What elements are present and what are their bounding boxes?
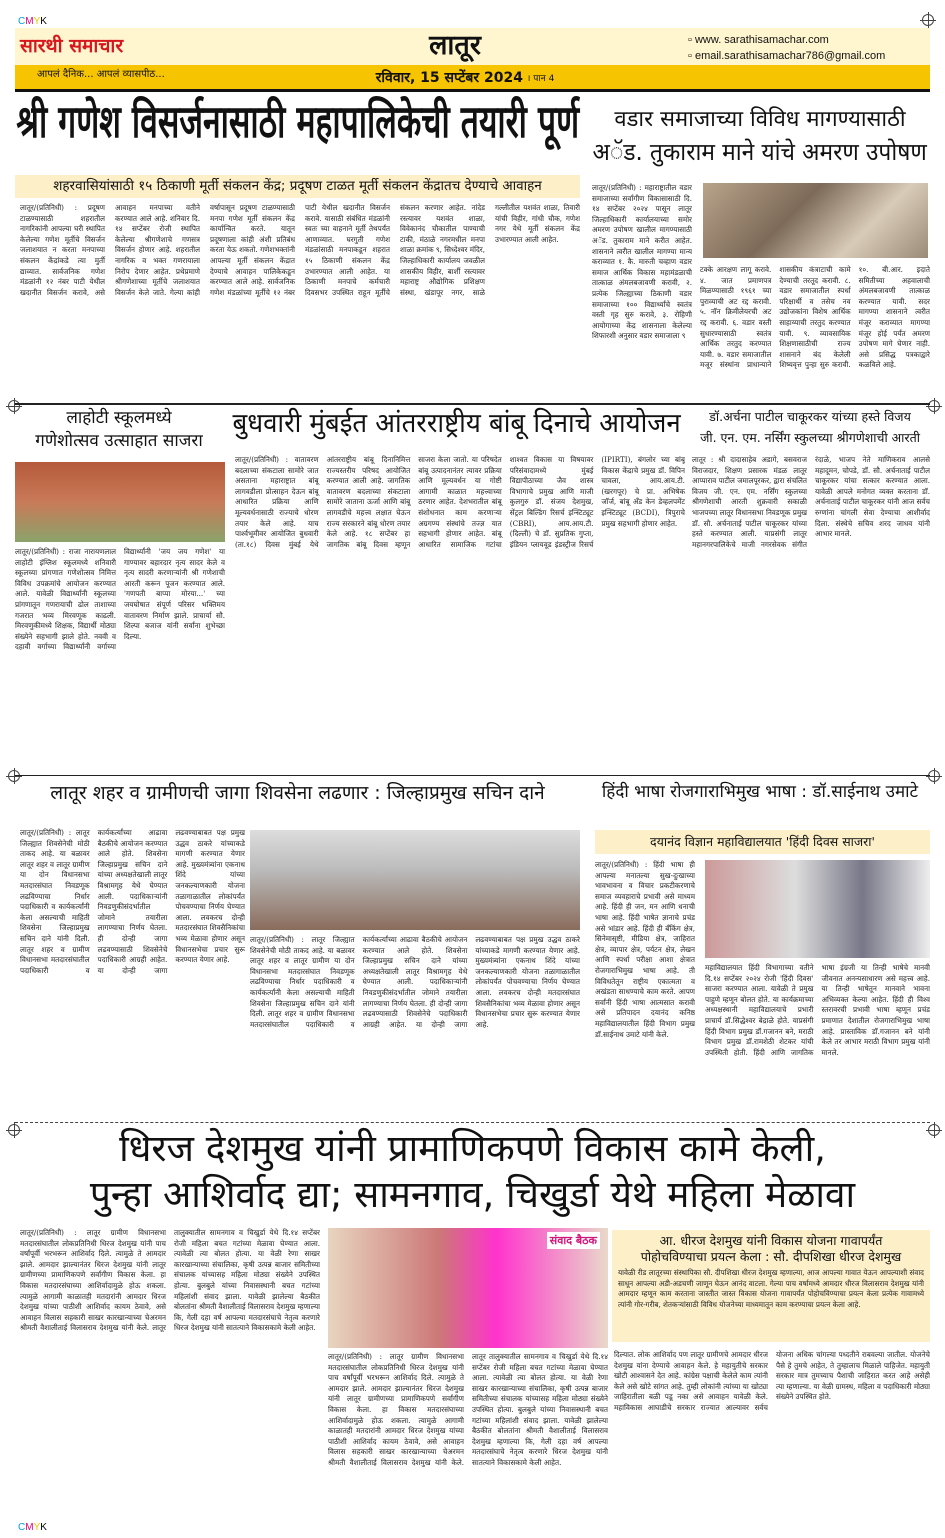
headline-bamboo: बुधवारी मुंबईत आंतरराष्ट्रीय बांबू दिनाचे आयोजन — [232, 408, 682, 439]
headline-dhiraj-1: धिरज देशमुख यांनी प्रामाणिकपणे विकास कामे केली, — [119, 1127, 826, 1170]
photo-shivsena-meeting — [250, 830, 580, 930]
article-body-dhiraj: लातूर/(प्रतिनिधी) : लातूर ग्रामीण विधानसभा मतदारसंघातील लोकप्रतिनिधी धिरज देशमुख यांनी पाच वर्षांपूर्वी भरभरून आशिर्वाद दिले. त्यामुळे ते आमदार झाले. आमदार झाल्यानंतर धिरज देशमुख यांनी लातूर ग्रामीणच्या प्रामाणिकपणे सर्वांगीण विकास केला. हा विकास मतदारसंघाच्या आशिर्वादामुळे होऊ शकला. त्यामुळे आगामी काळातही मतदारांनी आमदार धिरज देशमुख यांच्या पाठीशी आशिर्वाद कायम ठेवावे, असे आवाहन विलास सहकारी साखर कारखान्याच्या चेअरमन श्रीमती वैशालीताई विलासराव देशमुख यांनी केले. लातूर तालुक्यातील सामनगाव व चिखुर्डा येथे दि.१४ सप्टेंबर रोजी महिला बचत गटांच्या मेळावा घेण्यात आला. त्यावेळी त्या बोलत होत्या. या वेळी रेणा साखर कारखान्याच्या संचालिका, कृषी उत्पन्न बाजार समितीच्या संचालक यांच्यासह महिला मोठ्या संख्येने उपस्थित होत्या. बुलबुले यांच्या निवासस्थानी बचत गटांच्या महिलांशी संवाद झाला. यावेळी झालेल्या बैठकीत बोलतांना श्रीमती वैशालीताई विलासराव देशमुख म्हणाल्या कि, गेली दहा वर्ष आपल्या मतदारसंघाचे नेतृत्व करणारे धिरज देशमुख यांनी सातत्याने विकासकामे केली आहेत. — [20, 1228, 320, 1333]
masthead — [15, 28, 930, 66]
headline-lahoti-1: लाहोटी स्कूलमध्ये — [66, 408, 172, 428]
divider — [15, 403, 930, 405]
divider — [15, 775, 930, 776]
photo-women-meet — [328, 1228, 608, 1348]
page-number: । पान 4 — [527, 73, 555, 84]
registration-mark-icon — [922, 14, 934, 26]
article-body-ganesh: लातूर/(प्रतिनिधी) : प्रदूषण टाळण्यासाठी शहरातील नागरिकांनी आपल्या घरी स्थापित केलेल्या गणेश मूर्तीचे विसर्जन जलाशयात न करता मनपाच्या संकलन केंद्रांकडे त्या मुर्ती द्याव्यात. सार्वजनिक गणेश मंडळांनी १२ नंबर पाटी येथील खदानीत विसर्जन करावे, असे आवाहन मनपाच्या वतीने करण्यात आले आहे. शनिवार दि. १४ सप्टेंबर रोजी स्थापित केलेल्या श्रीगणेशाचे गणसत्र विसर्जन होणार आहे. शहरातील नागरिक व भक्त गणरायाला निरोप देणार आहेत. प्रथेप्रमाणे श्रीगणेशाच्या मूर्तीचे जलाशयात विसर्जन केले जाते. गेल्या कांही वर्षापासून प्रदूषण टाळण्यासाठी मनपा गणेश मूर्ती संकलन केंद्र कार्यान्वित करते. यातून प्रदूषणाला कांही अंशी प्रतिबंध करता येऊ शकतो. गणेशभक्तांनी आपल्या मूर्ती संकलन केंद्रात देण्याचे आवाहन पालिकेकडून करण्यात आले आहे. सार्वजनिक गणेश मंडळांच्या मूर्तीचे १२ नंबर पाटी येथील खदानीत विसर्जन करावे. यासाठी संबंधित मंडळांनी स्वतः च्या वाहनाने मूर्ती तेथपर्यंत आणाव्यात. घरगुती गणेश मंडळांसाठी मनपाकडून शहरात १५ ठिकाणी संकलन केंद्र उभारण्यात आली आहेत. या ठिकाणी मनपाचे कर्मचारी दिवसभर उपस्थित राहून मूर्तीचे संकलन करणार आहेत. नांदेड रस्त्यावर यशवंत शाळा, विवेकानंद चौकातील पाण्याची टाकी, मंठाळे नगरमधील मनपा शाळा क्रमांक ९, सिध्देश्वर मंदिर, जिल्हाधिकारी कार्यालय जवळील शासकीय विहीर, बार्शी रस्त्यावर महाराष्ट्र औद्योगिक प्रशिक्षण संस्था, खंडापूर नगर, साळे गल्लीतील यशवंत शाळा, तिवारी यांची विहीर, गांधी चौक, गणेश नगर येथे मूर्ती संकलन केंद्र उभारण्यात आली आहेत. — [20, 203, 580, 297]
issue-date: रविवार, 15 सप्टेंबर 2024 — [375, 69, 523, 86]
divider — [15, 1122, 930, 1123]
article-body-archana: लातूर : श्री दादासाहेब अडागे, बसवराज विराजदार, शिक्षण प्रसारक मंडळ लातूर आप्पाराव पाटील जमालपूरकर, द्वारा संचलित विजय जी. एन. एम. नर्सिंग स्कुलच्या श्रीगणेशाची आरती शुक्रवारी सकाळी भाजपच्या लातूर विधानसभा निवडणूक प्रमुख डॉ. सौ. अर्चनाताई पाटील चाकूरकर यांच्या हस्ते करण्यात आली. याप्रसंगी लातूर महानगरपालिकेचे माजी नगरसेवक संगीत रंदाळे, भाजप नेते माणिकराव आलसे महादूमन, चोपडे, डॉ. सौ. अर्चनाताई पाटील चाकूरकर यांचा सत्कार करण्यात आला. यावेळी आपले मनोगत व्यक्त करताना डॉ. अर्चनाताई पाटील चाकूरकर यांनी आज सर्वच रुग्णांना चांगली सेवा देण्याचा आशीर्वाद दिला. संस्थेचे सचिव शरद जाधव यांनी आभार मानले. — [692, 455, 930, 549]
cmyk-mark-bottom: CMYK — [18, 1522, 47, 1533]
subhead-ganesh: शहरवासियांसाठी १५ ठिकाणी मूर्ती संकलन केंद्र; प्रदूषण टाळत मूर्ती संकलन केंद्रातच देण्याचे आवाहन — [15, 175, 580, 198]
article-body-deepshikha: दिल्यात. लोक आशिर्वाद पण लातूर ग्रामीणचे आमदार धीरज देशमुख यांना देण्याचे आवाहन केले. हे महायुतीचे सरकार खोटी आश्वासने देत आहे. कांग्रेस पक्षाची केलेले काम त्यांनी केले असे खोटे सांगत आहे. तुम्ही लोकांनी त्यांच्या या खोट्या जाहिरातीला बळी पडू नका असे आवाहन यावेळी केले. महाविकास आघाडीचे सरकार राज्यात आल्यावर सर्वच योजना अधिक चांगल्या पध्दतीने राबवल्या जातील. योजनेचे पैसे हे तुमचे आहेत, ते तुम्हालाच मिळाले पाहिजेत. महायुती सरकार मात्र तुमच्याच पैशाची जाहिरात करत आहे असेही त्या म्हणाल्या. या वेळी ग्रामस्थ, महिला व पदाधिकारी मोठ्या संख्येने उपस्थित होते. — [614, 1350, 930, 1412]
headline-lahoti-2: गणेशोत्सव उत्साहात साजरा — [35, 431, 203, 451]
photo-banner-text: संवाद बैठक — [547, 1232, 600, 1249]
deepshikha-box — [612, 1230, 930, 1342]
headline-hindi: हिंदी भाषा रोजगाराभिमुख भाषा : डॉ.साईनाथ उमाटे — [601, 782, 919, 802]
tagline: आपलं दैनिक... आपलं व्यासपीठ... — [37, 69, 165, 80]
article-body-lahoti: लातूर/(प्रतिनिधी) : राजा नारायणलाल लाहोटी इंग्लिश स्कूलमध्ये शनिवारी स्कूलच्या प्रांगणात गणेशोत्सव निमित्त विविध उपक्रमांचे आयोजन करण्यात आले. यावेळी विद्यार्थ्यांनी स्कूलच्या प्रांगणातून गणरायाची ढोल ताशाच्या गजरात भव्य मिरवणूक काढली. मिरवणुकीमध्ये शिक्षक, विद्यार्थी मोठ्या संख्येने सहभागी झाले होते. नववी व दहावी वर्गाच्या विद्यार्थ्यांनी वर्गाच्या विद्यार्थ्यांनी 'जय जय गणेश' या गाण्यावर बहारदार नृत्य सादर केले व नृत्य सादरी करणाऱ्यांनी श्री गणेशाची आरती करून पूजन करण्यात आले. 'गणपती बाप्पा मोरया...' च्या जयघोषात संपूर्ण परिसर भक्तिमय वातावरण निर्माण झाले. प्राचार्या सौ. शिल्पा बजाज यांनी सर्वांना शुभेच्छा दिल्या. — [15, 547, 225, 652]
date-strip — [15, 65, 930, 89]
article-body-bamboo: लातूर/(प्रतिनिधी) : वातावरण बदलाच्या संकटाला सामोरे जात असताना महाराष्ट्रात बांबू लागवडीला प्रोत्साहन देऊन बांबू आधारित प्रक्रिया आणि मूल्यवर्धनासाठी राज्याचे धोरण तयार केले आहे. याच पार्श्वभूमीवर आयोजित बुधवारी (ता.१८) दिवस मुंबई येथे आंतरराष्ट्रीय बांबू दिनानिमित्त राज्यस्तरीय परिषद आयोजित करण्यात आली आहे. जागतिक वातावरण बदलाच्या संकटाला सामोरे जाताना ऊर्जा आणि बांबू लागवडीचे महत्त्व लक्षात घेऊन राज्य सरकारने बांबू धोरण तयार केले आहे. १८ सप्टेंबर हा जागतिक बांबू दिवस म्हणून साजरा केला जातो. या परिषदेत बांबू उत्पादनानंतर त्यावर प्रक्रिया आणि मूल्यवर्धन या गोष्टी आगामी काळात महत्त्वाच्या ठरणार आहेत. देशभरातील बांबू संशोधनात काम करणाऱ्या अग्रगण्य संस्थांचे तज्ज्ञ यात सहभागी होणार आहेत. बांबू आधारित सामाजिक गटांचा शाश्वत विकास या विषयावर परिसंवादामध्ये मुंबई विद्यापीठाच्या जैव शास्त्र विभागाचे प्रमुख आणि माजी कुलगुरु डॉ. संजय देशमुख, सेंट्रल बिल्डिंग रिसर्च इन्स्टिट्यूट (CBRI), आय.आय.टी. (दिल्ली) चे डॉ. सुप्रतिक गुप्ता, इंडियन प्लायवूड इंडस्ट्रीज रिसर्च (IPIRTI), बंगलोर च्या बांबू विकास केंद्राचे प्रमुख डॉ. विपिन चावला, आय.आय.टी. (खरगपूर) चे प्रा. अभिषेक जॉर्ज, बांबू अँड केन डेव्हलपमेंट इन्स्टिट्यूट (BCDI), त्रिपुराचे प्रमुख सहभागी होणार आहेत. — [235, 455, 685, 549]
cmyk-mark-top: CMYK — [18, 16, 47, 27]
article-body-dhiraj-cont: लातूर/(प्रतिनिधी) : लातूर ग्रामीण विधानसभा मतदारसंघातील लोकप्रतिनिधी धिरज देशमुख यांनी पाच वर्षांपूर्वी भरभरून आशिर्वाद दिले. त्यामुळे ते आमदार झाले. आमदार झाल्यानंतर धिरज देशमुख यांनी लातूर ग्रामीणच्या प्रामाणिकपणे सर्वांगीण विकास केला. हा विकास मतदारसंघाच्या आशिर्वादामुळे होऊ शकला. त्यामुळे आगामी काळातही मतदारांनी आमदार धिरज देशमुख यांच्या पाठीशी आशिर्वाद कायम ठेवावे, असे आवाहन विलास सहकारी साखर कारखान्याच्या चेअरमन श्रीमती वैशालीताई विलासराव देशमुख यांनी केले. लातूर तालुक्यातील सामनगाव व चिखुर्डा येथे दि.१४ सप्टेंबर रोजी महिला बचत गटांच्या मेळावा घेण्यात आला. त्यावेळी त्या बोलत होत्या. या वेळी रेणा साखर कारखान्याच्या संचालिका, कृषी उत्पन्न बाजार समितीच्या संचालक यांच्यासह महिला मोठ्या संख्येने उपस्थित होत्या. बुलबुले यांच्या निवासस्थानी बचत गटांच्या महिलांशी संवाद झाला. यावेळी झालेल्या बैठकीत बोलतांना श्रीमती वैशालीताई विलासराव देशमुख म्हणाल्या कि, गेली दहा वर्ष आपल्या मतदारसंघाचे नेतृत्व करणारे धिरज देशमुख यांनी सातत्याने विकासकामे केली आहेत. — [328, 1352, 608, 1467]
photo-hindi-day — [705, 860, 930, 958]
registration-mark-icon — [8, 770, 20, 782]
article-body-shivsena: लातूर/(प्रतिनिधी) : लातूर जिल्ह्यात शिवसेनेची मोठी ताकद आहे. या बळावर लातूर शहर व लातूर ग्रामीण या दोन विधानसभा मतदारसंघात निवडणूक लढविण्याचा निर्धार पदाधिकारी व कार्यकर्त्यांनी केला असल्याची माहिती शिवसेना जिल्हाप्रमुख सचिन दाने यांनी दिली. लातूर शहर व ग्रामीण विधानसभा मतदारसंघातील पदाधिकारी व कार्यकर्त्यांच्या आढावा बैठकीचे आयोजन करण्यात आले होते. शिवसेना जिल्हाप्रमुख सचिन दाने यांच्या अध्यक्षतेखाली लातूर विश्रामगृह येथे घेण्यात आली. पदाधिकाऱ्यांनी निवडणुकीसंदर्भातील जोमाने तयारीला लागण्याचा निर्णय घेतला. ही दोन्ही जागा लढवण्यासाठी शिवसेनेचे पदाधिकारी आग्रही आहेत. या दोन्ही जागा लढवण्याबाबत पक्ष प्रमुख उद्धव ठाकरे यांच्याकडे मागणी करण्यात येणार आहे. मुख्यमंत्र्यांना एकनाथ शिंदे यांच्या जनकल्याणकारी योजना तळागाळातील लोकांपर्यंत पोचवण्याचा निर्णय घेण्यात आला. लवकरच दोन्ही मतदारसंघात शिवसैनिकांचा भव्य मेळावा होणार असून विधानसभेचा प्रचार सुरू करण्यात येणार आहे. — [20, 828, 245, 975]
article-body-hindi-left: लातूर/(प्रतिनिधी) : हिंदी भाषा ही आपल्या मनातल्या सुख-दुःखाच्या भावभावना व विचार प्रकटीकरणाचे समाज व्यवहाराचे प्रभावी असे माध्यम आहे. हिंदी ही जन, मन आणि धनाची भाषा आहे. हिंदी भाषेत ज्ञानाचे प्रचंड असे भांडार आहे. हिंदी ही बँकिंग क्षेत्र, सिनेमासृष्टी, मीडिया क्षेत्र, जाहिरात क्षेत्र, व्यापार क्षेत्र, पर्यटन क्षेत्र, लेखन आणि स्पर्धा परीक्षा आशा क्षेत्रात रोजगाराभिमुख भाषा आहे. ती विविधतेतून राष्ट्रीय एकात्मता व अखंडता साधण्याचे काम करते. आपण सर्वांनी हिंदी भाषा आत्मसात करावी असे प्रतिपादन दयानंद कनिष्ठ महाविद्यालयातील हिंदी विभाग प्रमुख डॉ.साईनाथ उमाटे यांनी केले. — [595, 860, 695, 1039]
email-link[interactable]: ▫ email.sarathisamachar786@gmail.com — [688, 50, 886, 62]
photo-vadar-hunger-strike — [703, 183, 928, 258]
headline-dhiraj-2: पुन्हा आशिर्वाद द्या; सामनगाव, चिखुर्डा येथे महिला मेळावा — [89, 1173, 856, 1216]
headline-archana-1: डॉ.अर्चना पाटील चाकूरकर यांच्या हस्ते विजय — [709, 409, 911, 424]
edition-name: लातूर — [429, 30, 481, 61]
registration-mark-icon — [928, 400, 940, 412]
subhead-hindi: दयानंद विज्ञान महाविद्यालयात 'हिंदी दिवस साजरा' — [595, 830, 930, 854]
headline-vadar-2: अॅड. तुकाराम माने यांचे अमरण उपोषण — [592, 138, 928, 166]
dateline — [315, 65, 615, 89]
headline-shivsena: लातूर शहर व ग्रामीणची जागा शिवसेना लढणार : जिल्हाप्रमुख सचिन दाने — [50, 782, 545, 804]
article-body-vadar-left: लातूर/(प्रतिनिधी) : महाराष्ट्रातील वडार समाजाच्या सर्वांगीण विकासासाठी दि. १४ सप्टेंबर २०२४ पासून लातूर जिल्हाधिकारी कार्यालयाच्या समोर अमरण उपोषण खालील मागण्यासाठी अॅड. तुकाराम माने करीत आहेत. शासनाने त्वरीत खालील मागण्या मान्य कराव्यात १. कै. मारुती चव्हाण वडार समाज आर्थिक विकास महामंडळाची तात्काळ अंमलबजावणी करावी, २. प्रत्येक जिल्ह्याच्या ठिकाणी वडार समाजाच्या १०० विद्यार्थ्यांचे स्वतंत्र वस्ती गृह सुरु करावे, ३. रोहिणी आयोगाच्या केंद्र शासनाला केलेल्या शिफारशी अनुसार वडार समाजाला ९ — [592, 183, 692, 341]
headline-deepshikha-2: पोहोचविण्याचा प्रयत्न केला : सौ. दीपशिखा धीरज देशमुख — [640, 1249, 902, 1264]
deepshikha-intro: यावेळी रीड लातूरच्या संस्थापिका सौ. दीपशिखा धीरज देशमुख म्हणाल्या, आज आपल्या गावात येऊन आपल्याशी संवाद साधून आपल्या अडी-अडचणी जाणून घेऊन आनंद वाटला. गेल्या पाच वर्षामध्ये आमदार धीरज विलासराव देशमुख यांनी आमदार म्हणून काम करताना जास्तीत जास्त विकास योजना गावापर्यंत पोहोचविण्याचा प्रयत्न केला प्रत्येक गावामध्ये त्यांनी गोर-गरीब, शेतकऱ्यांसाठी विविध योजनेच्या माध्यमातून काम करण्याचा प्रयत्न केला आहे. — [618, 1268, 924, 1309]
headline-deepshikha-1: आ. धीरज देशमुख यांनी विकास योजना गावापर्यंत — [659, 1233, 883, 1248]
article-body-vadar-right: टक्के आरक्षण लागू करावे. ४. जात प्रमाणपत्र मिळण्यासाठी १९६१ च्या पुराव्याची अट रद्द करावी. ५. नॉन क्रिमीलेयरची अट रद्द करावी. ६. वडार वस्ती सुधारण्यासाठी स्वतंत्र आर्थिक तरतुद करण्यात यावी. ७. वडार समाजातील मजूर संस्थांना प्राधान्याने शासकीय कंत्राटाची कामे देण्याची तरतूद करावी. ८. वडार समाजातील स्पर्धा परिक्षार्थी व तसेच नव उद्योजकांना विशेष आर्थिक साहाय्याची तरतुद करण्यात यावी. ९. व्यावसायिक शिक्षणासाठीची राज्य शासनाने बंद केलेली शिष्यवृत्त पुन्हा सुरु करावी. १०. बी.आर. इदाते समितीच्या अहवालाची अंमलबजावणी तात्काळ करण्यात यावी. सदर मागण्या शासनाने त्वरीत मंजूर कराव्यात मागण्या मंजूर होई पर्यंत अमरण उपोषण मागे घेणार नाही. असे प्रसिद्ध पत्रकाद्वारे कळविले आहे. — [700, 265, 930, 370]
paper-name: सारथी समाचार — [20, 35, 124, 57]
article-body-hindi-right: महाविद्यालयात हिंदी विभागाच्या वतीने दि.१४ सप्टेंबर २०२४ रोजी 'हिंदी दिवस' साजरा करण्यात आला. यावेळी ते प्रमुख पाहुणे म्हणून बोलत होते. या कार्यक्रमाच्या अध्यक्षस्थानी महाविद्यालयाचे प्रभारी प्राचार्य डॉ.सिद्धेश्वर बेद्राळे होते. याप्रसंगी हिंदी विभाग प्रमुख डॉ.गजानन बने, मराठी विभाग प्रमुख डॉ.रामशेठी शेटकर यांची उपस्थिती होती. हिंदी आणि जागतिक भाषा इंग्रजी या तिन्ही भाषेचे मानवी जीवनात अनन्यसाधारण असे महत्त्व आहे. या तिन्ही भाषेतून मानवाने भावना अभिव्यक्त केल्या आहेत. हिंदी ही विश्व स्तरावरची प्रभावी भाषा म्हणून प्रचंड प्रमाणात देशातील रोजगाराभिमुख भाषा आहे. प्रास्ताविक डॉ.गजानन बने यांनी केले तर आभार मराठी विभाग प्रमुख यांनी मानले. — [705, 963, 930, 1057]
headline-archana-2: जी. एन. एम. नर्सिंग स्कुलच्या श्रीगणेशाची आरती — [700, 430, 920, 445]
article-body-shivsena-cont: लातूर/(प्रतिनिधी) : लातूर जिल्ह्यात शिवसेनेची मोठी ताकद आहे. या बळावर लातूर शहर व लातूर ग्रामीण या दोन विधानसभा मतदारसंघात निवडणूक लढविण्याचा निर्धार पदाधिकारी व कार्यकर्त्यांनी केला असल्याची माहिती शिवसेना जिल्हाप्रमुख सचिन दाने यांनी दिली. लातूर शहर व ग्रामीण विधानसभा मतदारसंघातील पदाधिकारी व कार्यकर्त्यांच्या आढावा बैठकीचे आयोजन करण्यात आले होते. शिवसेना जिल्हाप्रमुख सचिन दाने यांच्या अध्यक्षतेखाली लातूर विश्रामगृह येथे घेण्यात आली. पदाधिकाऱ्यांनी निवडणुकीसंदर्भातील जोमाने तयारीला लागण्याचा निर्णय घेतला. ही दोन्ही जागा लढवण्यासाठी शिवसेनेचे पदाधिकारी आग्रही आहेत. या दोन्ही जागा लढवण्याबाबत पक्ष प्रमुख उद्धव ठाकरे यांच्याकडे मागणी करण्यात येणार आहे. मुख्यमंत्र्यांना एकनाथ शिंदे यांच्या जनकल्याणकारी योजना तळागाळातील लोकांपर्यंत पोचवण्याचा निर्णय घेण्यात आला. लवकरच दोन्ही मतदारसंघात शिवसैनिकांचा भव्य मेळावा होणार असून विधानसभेचा प्रचार सुरू करण्यात येणार आहे. — [250, 935, 580, 1029]
registration-mark-icon — [928, 770, 940, 782]
headline-ganesh: श्री गणेश विसर्जनासाठी महापालिकेची तयारी पूर्ण — [16, 95, 579, 148]
headline-vadar-1: वडार समाजाच्या विविध मागण्यासाठी — [614, 107, 906, 132]
photo-lahoti-school — [15, 462, 225, 542]
website-link[interactable]: ▫ www. sarathisamachar.com — [688, 34, 829, 46]
